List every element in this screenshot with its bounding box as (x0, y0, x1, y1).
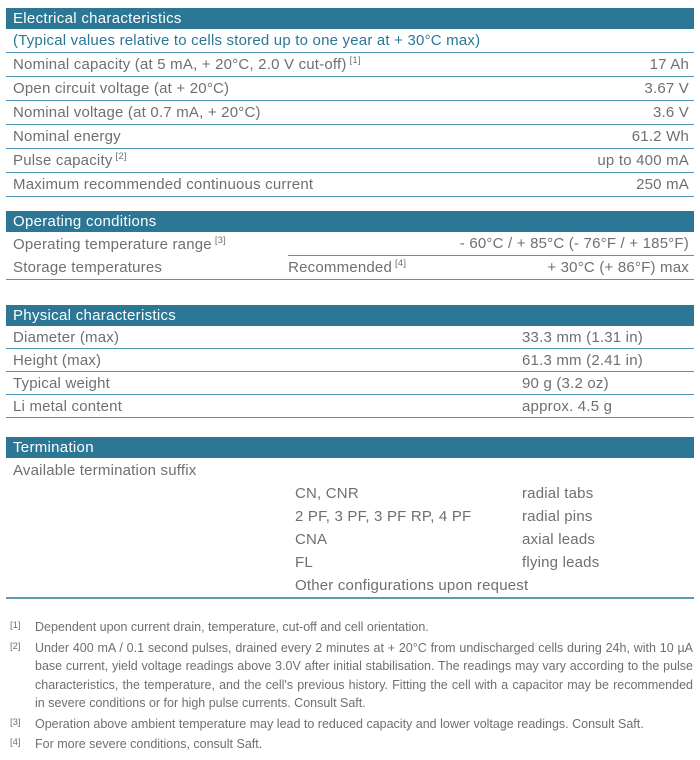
footnote-ref: [2] (115, 151, 127, 162)
footnote (10, 639, 693, 713)
row-label: Operating temperature range (13, 235, 212, 253)
row-mid-label: Recommended (288, 259, 392, 276)
footnote-marker: [3] (10, 716, 21, 728)
table-row (6, 149, 694, 173)
table-row (6, 349, 694, 372)
table-row (6, 395, 694, 418)
row-value: + 30°C (+ 86°F) max (522, 256, 694, 280)
table-row (6, 173, 694, 197)
row-label: Available termination suffix (13, 461, 197, 479)
table-row (6, 256, 694, 280)
row-label: Nominal energy (13, 128, 121, 145)
footnote-ref: [1] (349, 55, 361, 66)
footnote-text: Operation above ambient temperature may lead to reduced capacity and lower voltage readings. Consult Saft. (35, 716, 644, 731)
termination-desc: radial pins (521, 508, 593, 525)
footnote-text: Dependent upon current drain, temperature, cut-off and cell orientation. (35, 620, 429, 634)
table-row (6, 326, 694, 349)
section-operating-conditions (6, 211, 694, 280)
termination-option-row (6, 551, 694, 574)
footnote (10, 618, 693, 637)
row-label: Maximum recommended continuous current (13, 176, 314, 193)
termination-code: 2 PF, 3 PF, 3 PF RP, 4 PF (294, 508, 472, 525)
table-row (6, 101, 694, 125)
row-label: Diameter (max) (13, 328, 120, 346)
row-label: Typical weight (13, 374, 111, 392)
footnotes (6, 618, 694, 754)
section-title-operating: Operating conditions (6, 211, 694, 232)
row-value: up to 400 mA (597, 149, 694, 173)
termination-option-row (6, 482, 694, 505)
row-value: 250 mA (636, 173, 694, 197)
section-title-physical: Physical characteristics (6, 305, 694, 326)
row-value: 61.3 mm (2.41 in) (522, 349, 694, 372)
table-row (6, 125, 694, 149)
termination-code: FL (294, 554, 313, 571)
footnote (10, 715, 693, 734)
section-physical-characteristics (6, 305, 694, 418)
footnote-marker: [4] (10, 737, 21, 748)
row-label: Storage temperatures (13, 259, 163, 276)
row-value: 17 Ah (650, 53, 694, 77)
footnote-text: Under 400 mA / 0.1 second pulses, drained every 2 minutes at + 20°C from undischarged cells during 24h, with 10 µA base current, yield voltage readings above 3.0V after initial stabilisation. The readings may vary according to the pulse characteristics, the temperature, and the cell's previous history. Fitting the cell with a capacitor may be recommended in severe conditions or for high pulse currents. Consult Saft. (35, 640, 693, 710)
table-row (6, 77, 694, 101)
footnote-marker: [1] (10, 620, 21, 631)
row-label: Height (max) (13, 351, 102, 369)
termination-code: CN, CNR (294, 485, 359, 502)
footnote-text: For more severe conditions, consult Saft. (35, 737, 263, 751)
row-label: Open circuit voltage (at + 20°C) (13, 80, 230, 97)
row-value: 90 g (3.2 oz) (522, 372, 694, 395)
footnote (10, 735, 693, 754)
row-value: - 60°C / + 85°C (- 76°F / + 185°F) (288, 232, 694, 256)
table-row (6, 458, 694, 482)
footnote-ref: [3] (214, 234, 227, 246)
row-value: 33.3 mm (1.31 in) (522, 326, 694, 349)
termination-desc: flying leads (521, 554, 600, 571)
termination-option-row (6, 528, 694, 551)
termination-table (6, 458, 694, 599)
row-value: approx. 4.5 g (522, 395, 694, 418)
termination-desc: axial leads (521, 531, 596, 548)
subheader-text: (Typical values relative to cells stored up to one year at + 30°C max) (13, 32, 481, 49)
termination-code: CNA (294, 531, 328, 548)
section-electrical-characteristics (6, 8, 694, 197)
row-label: Nominal capacity (at 5 mA, + 20°C, 2.0 V cut-off) (13, 56, 347, 73)
row-value: 3.67 V (644, 77, 694, 101)
section-title-termination: Termination (6, 437, 694, 458)
footnote-marker: [2] (10, 640, 21, 652)
row-label: Pulse capacity (13, 152, 113, 169)
table-subheader-row (6, 29, 694, 53)
termination-option-row (6, 574, 694, 597)
row-label: Li metal content (13, 397, 123, 415)
table-row (6, 372, 694, 395)
row-label: Nominal voltage (at 0.7 mA, + 20°C) (13, 104, 261, 121)
section-termination (6, 437, 694, 599)
termination-option-row (6, 505, 694, 528)
row-value: 61.2 Wh (632, 125, 694, 149)
table-row (6, 232, 694, 256)
section-title-electrical: Electrical characteristics (6, 8, 694, 29)
row-value: 3.6 V (653, 101, 694, 125)
table-row (6, 53, 694, 77)
termination-desc: radial tabs (521, 485, 594, 502)
footnote-ref: [4] (395, 258, 407, 269)
termination-other: Other configurations upon request (294, 577, 529, 594)
